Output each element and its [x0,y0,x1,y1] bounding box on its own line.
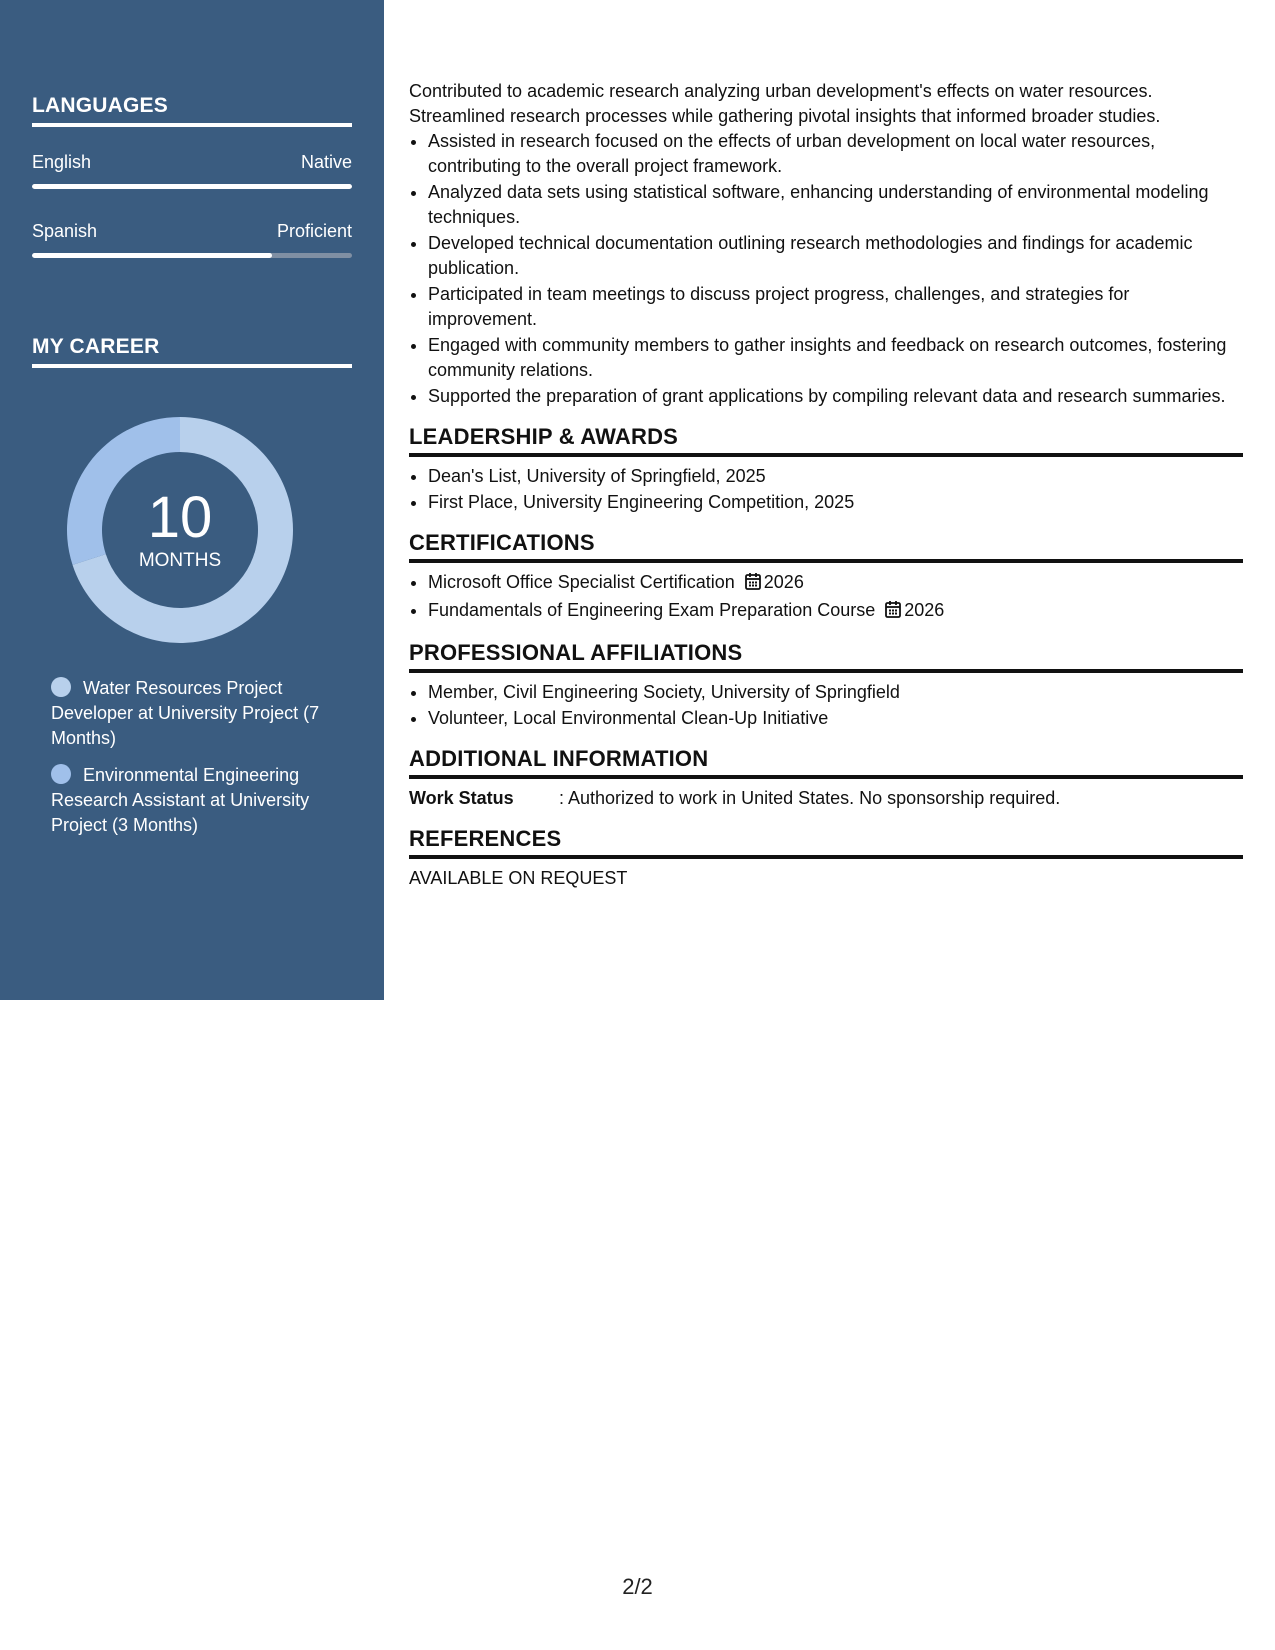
certification-name: Fundamentals of Engineering Exam Preparation Course [428,600,876,620]
section-title: ADDITIONAL INFORMATION [409,745,1243,779]
experience-bullet: • Developed technical documentation outlining research methodologies and findings for academic publication. [428,231,1243,281]
language-level: Native [300,152,352,172]
calendar-icon [745,572,761,597]
career-total-unit: MONTHS [138,550,222,571]
work-status-value: : Authorized to work in United States. No sponsorship required. [559,788,1061,808]
section-title: PROFESSIONAL AFFILIATIONS [409,639,1243,673]
certifications-list [409,570,1243,625]
experience-bullet: • Assisted in research focused on the effects of urban development on local water resources, contributing to the overall project framework. [428,129,1243,179]
page-number: 2/2 [622,1574,653,1599]
section-title: LEADERSHIP & AWARDS [409,423,1243,457]
career-legend-label: Water Resources Project Developer at University Project (7 Months) [51,678,320,748]
affiliations-section [409,639,1243,731]
language-bar-fill [32,253,272,258]
leadership-list [409,464,1243,515]
career-legend-label: Environmental Engineering Research Assistant at University Project (3 Months) [51,765,310,835]
language-bar-fill [32,184,352,189]
certification-year: 2026 [763,572,804,592]
language-name: English [32,152,92,172]
language-name: Spanish [32,221,98,241]
donut-center [66,416,294,644]
certification-item [428,598,1243,625]
work-status-row [409,786,1243,811]
additional-info-section [409,745,1243,811]
affiliations-list [409,680,1243,731]
legend-dot-icon [51,677,71,697]
legend-dot-icon [51,764,71,784]
section-title: REFERENCES [409,825,1243,859]
references-text: AVAILABLE ON REQUEST [409,868,628,888]
experience-bullet: • Engaged with community members to gather insights and feedback on research outcomes, fostering community relations. [428,333,1243,383]
leadership-section [409,423,1243,515]
language-level: Proficient [276,221,352,241]
language-bar-spanish [32,253,352,258]
work-status-label: Work Status [409,788,514,808]
sidebar [0,0,384,1000]
leadership-item: • First Place, University Engineering Competition, 2025 [428,490,1243,515]
career-total-number: 10 [147,485,213,550]
career-legend [51,676,331,850]
references-section [409,825,1243,891]
language-row-spanish [32,221,352,242]
certification-item [428,570,1243,597]
experience-bullets [409,129,1243,409]
experience-bullet: • Analyzed data sets using statistical software, enhancing understanding of environmental modeling techniques. [428,180,1243,230]
affiliation-item: • Volunteer, Local Environmental Clean-Up Initiative [428,706,1243,731]
calendar-icon [885,600,901,625]
experience-intro: Contributed to academic research analyzing urban development's effects on water resources. Streamlined research processes while gathering pivotal insights that informed broader studies. [409,81,1161,126]
main-content [409,79,1243,891]
leadership-item: • Dean's List, University of Springfield, 2025 [428,464,1243,489]
certification-year: 2026 [904,600,945,620]
language-row-english [32,152,352,173]
experience-bullet: • Participated in team meetings to discuss project progress, challenges, and strategies for improvement. [428,282,1243,332]
certification-name: Microsoft Office Specialist Certification [428,572,735,592]
language-bar-english [32,184,352,189]
experience-bullet: • Supported the preparation of grant applications by compiling relevant data and research summaries. [428,384,1243,409]
career-legend-item [51,763,331,838]
section-title: CERTIFICATIONS [409,529,1243,563]
certifications-section [409,529,1243,625]
career-heading: MY CAREER [32,335,352,368]
affiliation-item: • Member, Civil Engineering Society, University of Springfield [428,680,1243,705]
career-legend-item [51,676,331,751]
career-donut-chart [66,416,294,644]
languages-heading: LANGUAGES [32,94,352,127]
